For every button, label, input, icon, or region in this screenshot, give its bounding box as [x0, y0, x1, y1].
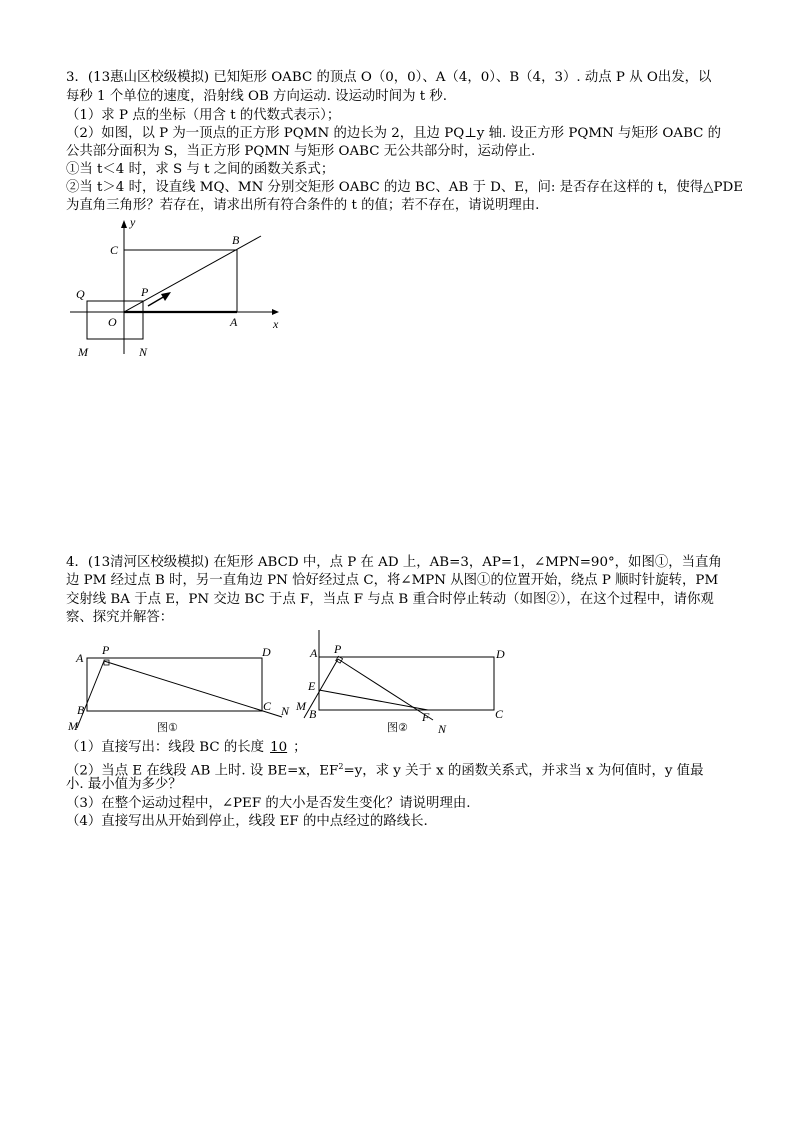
ray-ob: [124, 236, 261, 312]
p4-question-4: （4）直接写出从开始到停止，线段 EF 的中点经过的路线长.: [66, 814, 428, 829]
p4-line-2: 边 PM 经过点 B 时，另一直角边 PN 恰好经过点 C，将∠MPN 从图①的位置开始，绕点 P 顺时针旋转，PM: [66, 573, 719, 588]
label-b: B: [77, 703, 85, 717]
p3-line-1: 3．(13惠山区校级模拟) 已知矩形 OABC 的顶点 O（0，0）、A（4，0）、B（4，3）. 动点 P 从 O出发，以: [66, 70, 712, 85]
label-n: N: [139, 345, 148, 359]
q2-part-a: （2）当点 E 在线段 AB 上时. 设 BE=x，EF: [66, 763, 339, 779]
label-p: P: [102, 643, 110, 657]
p3-line-5: 公共部分面积为 S，当正方形 PQMN 与矩形 OABC 无公共部分时，运动停止.: [66, 144, 536, 159]
line-pn: [338, 659, 433, 720]
label-b: B: [309, 707, 317, 721]
p3-line-6: ①当 t＜4 时，求 S 与 t 之间的函数关系式；: [66, 162, 335, 177]
line-pm: [77, 661, 104, 728]
label-n: N: [281, 704, 290, 718]
label-e: E: [308, 679, 316, 693]
label-o: O: [108, 315, 117, 329]
label-d: D: [262, 645, 271, 659]
p4-line-4: 察、探究并解答：: [66, 610, 174, 625]
label-c: C: [110, 243, 119, 257]
label-p: P: [141, 285, 149, 299]
p4-figure-2: [290, 628, 530, 738]
label-a: A: [310, 646, 318, 660]
label-q: Q: [76, 287, 85, 301]
label-f: F: [422, 710, 430, 724]
label-m: M: [296, 699, 306, 713]
label-a: A: [230, 315, 238, 329]
p3-line-8: 为直角三角形？若存在，请求出所有符合条件的 t 的值；若不存在，请说明理由.: [66, 198, 540, 213]
caption-figure-1: 图①: [157, 721, 178, 734]
direction-arrow-head: [161, 292, 171, 301]
label-m: M: [68, 719, 78, 733]
p4-question-1: [66, 740, 307, 756]
p4-line-3: 交射线 BA 于点 E，PN 交边 BC 于点 F，当点 F 与点 B 重合时停止转动（如图②），在这个过程中，请你观: [66, 592, 714, 607]
line-pn: [104, 661, 282, 717]
q1-suffix: ；: [293, 740, 307, 755]
q1-answer: 10: [270, 740, 288, 755]
y-axis-arrow: [121, 220, 127, 228]
p4-figure-1: [60, 638, 300, 738]
p3-line-3: （1）求 P 点的坐标（用含 t 的代数式表示）；: [66, 108, 341, 123]
label-b: B: [232, 233, 240, 247]
q2-part-b: =y，求 y 关于 x 的函数关系式，并求当 x 为何值时，y 值最: [343, 763, 704, 779]
label-n: N: [438, 722, 447, 736]
rectangle-abcd: [319, 657, 494, 710]
p3-line-2: 每秒 1 个单位的速度，沿射线 OB 方向运动. 设运动时间为 t 秒.: [66, 89, 448, 104]
label-x: x: [273, 317, 279, 331]
label-d: D: [496, 647, 505, 661]
p3-line-4: （2）如图，以 P 为一顶点的正方形 PQMN 的边长为 2，且边 PQ⊥y 轴. 设正方形 PQMN 与矩形 OABC 的: [66, 126, 722, 141]
label-m: M: [78, 345, 88, 359]
segment-ef: [319, 690, 428, 710]
rectangle-abcd: [87, 658, 262, 711]
caption-figure-2: 图②: [387, 721, 408, 734]
p3-figure: [60, 214, 290, 364]
p4-line-1: 4．(13清河区校级模拟) 在矩形 ABCD 中，点 P 在 AD 上，AB=3，AP=1，∠MPN=90°，如图①，当直角: [66, 555, 722, 570]
p4-question-3: （3）在整个运动过程中，∠PEF 的大小是否发生变化？请说明理由.: [66, 796, 471, 811]
label-c: C: [263, 699, 272, 713]
q2-superscript: 2: [338, 762, 344, 771]
label-c: C: [495, 707, 504, 721]
label-a: A: [76, 651, 84, 665]
p4-question-2-cont: 小. 最小值为多少？: [66, 777, 182, 792]
label-p: P: [334, 642, 342, 656]
label-y: y: [130, 215, 136, 229]
p3-line-7: ②当 t＞4 时，设直线 MQ、MN 分别交矩形 OABC 的边 BC、AB 于 D、E，问: 是否存在这样的 t，使得△PDE: [66, 180, 743, 195]
x-axis-arrow: [272, 309, 279, 315]
q1-prefix: （1）直接写出：线段 BC 的长度: [66, 740, 265, 755]
